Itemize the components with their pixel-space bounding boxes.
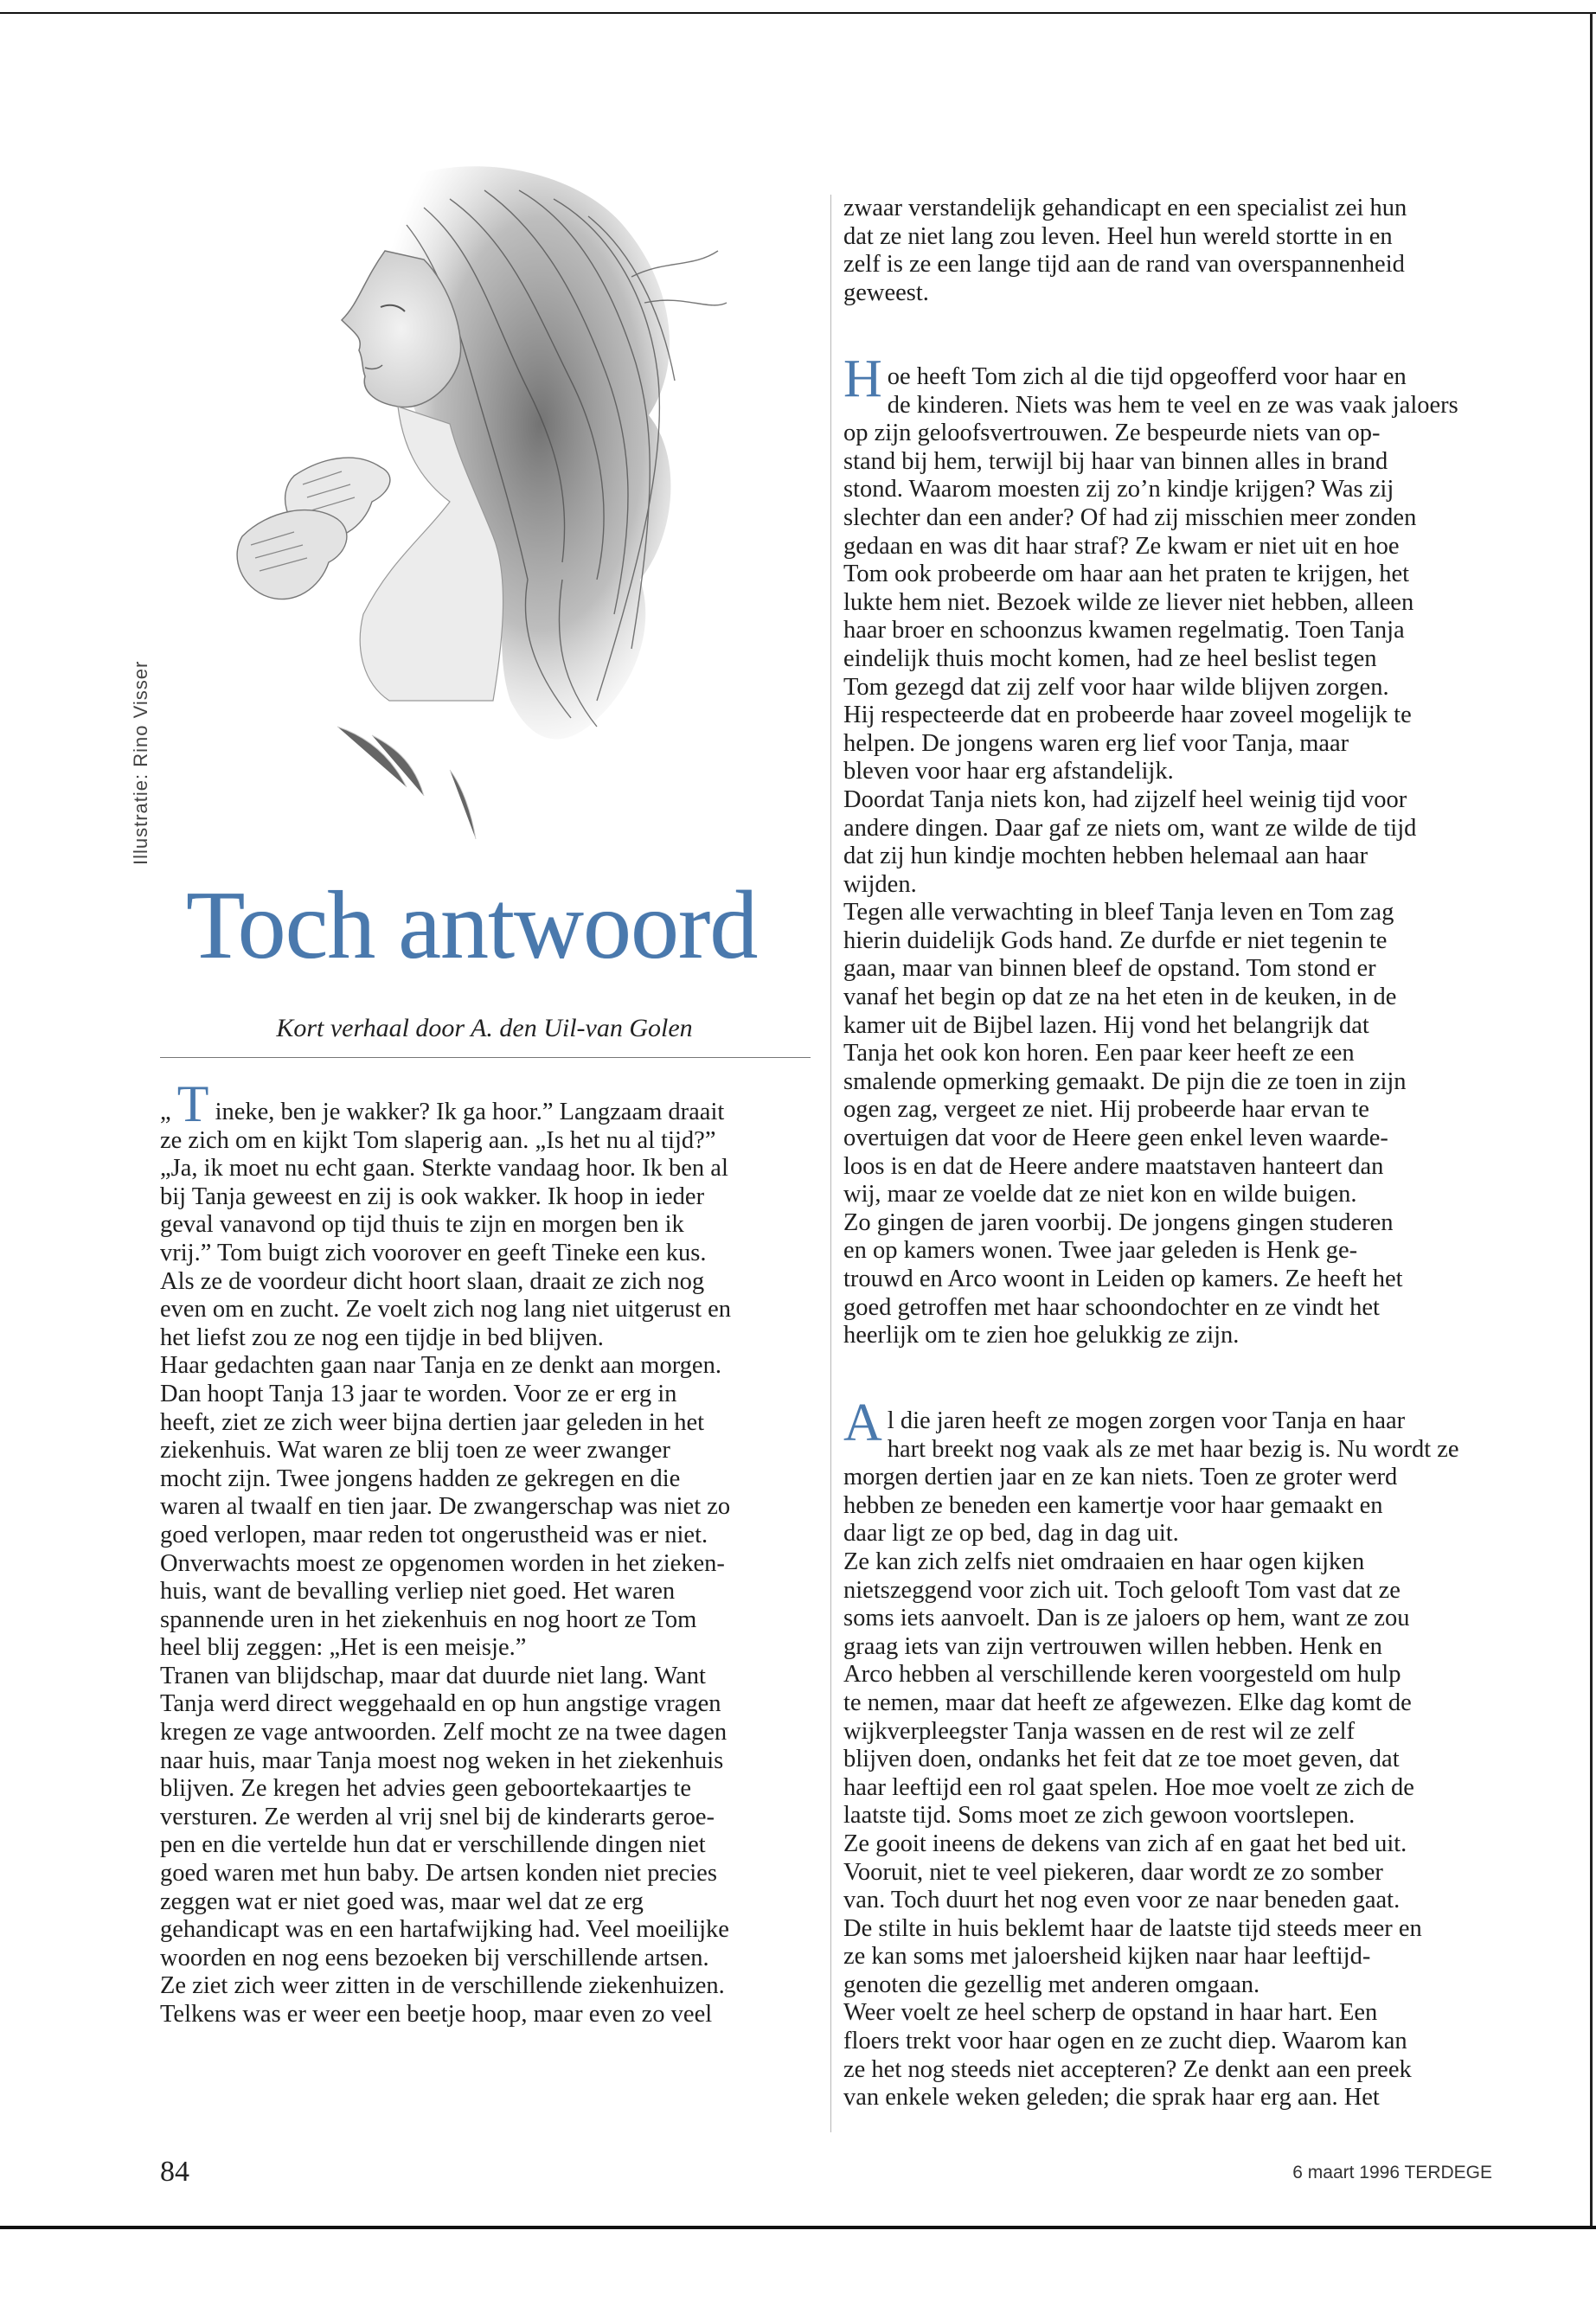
text-line: ze kan soms met jaloersheid kijken naar haar leeftijd-: [843, 1943, 1371, 1971]
text-line: vanaf het begin op dat ze na het eten in de keuken, in de: [843, 984, 1397, 1011]
text-line: geval vanavond op tijd thuis te zijn en morgen ben ik: [160, 1211, 684, 1239]
text-line: vrij.” Tom buigt zich voorover en geeft Tineke een kus.: [160, 1239, 707, 1266]
text-line: ogen zag, vergeet ze niet. Hij probeerde haar ervan te: [843, 1096, 1369, 1124]
story-section-h: [843, 349, 1479, 1350]
text-line: overtuigen dat voor de Heere geen enkel leven waarde-: [843, 1125, 1388, 1152]
text-line: de kinderen. Niets was hem te veel en ze was vaak jaloers: [887, 391, 1458, 419]
text-line: ze zich om en kijkt Tom slaperig aan. „Is het nu al tijd?”: [160, 1126, 716, 1154]
text-line: ziekenhuis. Wat waren ze blij toen ze weer zwanger: [160, 1437, 670, 1465]
text-line: gaan, maar van binnen bleef de opstand. Tom stond er: [843, 955, 1376, 983]
text-line: Tom gezegd dat zij zelf voor haar wilde blijven zorgen.: [843, 673, 1389, 701]
text-line: lukte hem niet. Bezoek wilde ze liever niet hebben, alleen: [843, 588, 1414, 616]
dropcap-a: A: [843, 1394, 882, 1452]
text-line: andere dingen. Daar gaf ze niets om, want ze wilde de tijd: [843, 814, 1417, 842]
text-line: woorden en nog eens bezoeken bij verschillende artsen.: [160, 1944, 709, 1971]
issue-footer: 6 maart 1996 TERDEGE: [1292, 2163, 1492, 2182]
text-line: het liefst zou ze nog een tijdje in bed blijven.: [160, 1324, 604, 1351]
right-border: [1590, 12, 1593, 2227]
text-line: nietszeggend voor zich uit. Toch gelooft Tom vast dat ze: [843, 1576, 1401, 1604]
dropcap-h: H: [843, 349, 882, 408]
text-line: wij, maar ze voelde dat ze niet kon en wilde buigen.: [843, 1181, 1357, 1208]
text-line: haar broer en schoonzus kwamen regelmatig. Toen Tanja: [843, 617, 1405, 644]
text-line: versturen. Ze werden al vrij snel bij de kinderarts geroe-: [160, 1803, 715, 1830]
illustration-girl-drawing: [164, 130, 822, 882]
illustration-credit: Illustratie: Rino Visser: [130, 660, 151, 865]
opening-quote: „: [160, 1099, 171, 1125]
text-line: daar ligt ze op bed, dag in dag uit.: [843, 1520, 1179, 1548]
text-line: gehandicapt was en een hartafwijking had. Veel moeilijke: [160, 1916, 729, 1944]
text-line: Tegen alle verwachting in bleef Tanja leven en Tom zag: [843, 899, 1394, 926]
text-line: Haar gedachten gaan naar Tanja en ze denkt aan morgen.: [160, 1352, 721, 1380]
text-line: oe heeft Tom zich al die tijd opgeofferd voor haar en: [887, 363, 1407, 390]
text-line: zelf is ze een lange tijd aan de rand van overspannenheid: [843, 251, 1405, 279]
dropcap-t: T: [176, 1075, 209, 1132]
text-line: te nemen, maar dat heeft ze afgewezen. Elke dag komt de: [843, 1689, 1412, 1716]
text-line: op zijn geloofsvertrouwen. Ze bespeurde niets van op-: [843, 420, 1381, 447]
text-line: hart breekt nog vaak als ze met haar bezig is. Nu wordt ze: [887, 1435, 1459, 1463]
text-line: ineke, ben je wakker? Ik ga hoor.” Langzaam draait: [215, 1099, 725, 1125]
text-line: goed getroffen met haar schoondochter en ze vindt het: [843, 1293, 1380, 1321]
text-line: Tanja werd direct weggehaald en op hun angstige vragen: [160, 1690, 721, 1718]
text-line: goed waren met hun baby. De artsen konden niet precies: [160, 1860, 717, 1888]
text-line: Vooruit, niet te veel piekeren, daar wordt ze zo somber: [843, 1858, 1383, 1886]
text-line: hierin duidelijk Gods hand. Ze durfde er niet tegenin te: [843, 926, 1388, 954]
text-line: stond. Waarom moesten zij zo’n kindje krijgen? Was zij: [843, 476, 1394, 503]
text-line: De stilte in huis beklemt haar de laatste tijd steeds meer en: [843, 1914, 1422, 1942]
text-line: Ze ziet zich weer zitten in de verschillende ziekenhuizen.: [160, 1972, 725, 2000]
text-line: pen en die vertelde hun dat er verschillende dingen niet: [160, 1831, 706, 1859]
text-line: morgen dertien jaar en ze kan niets. Toen ze groter werd: [843, 1464, 1398, 1491]
text-line: Arco hebben al verschillende keren voorgesteld om hulp: [843, 1661, 1401, 1689]
text-line: Ze kan zich zelfs niet omdraaien en haar ogen kijken: [843, 1548, 1365, 1575]
text-line: even om en zucht. Ze voelt zich nog lang niet uitgerust en: [160, 1296, 732, 1324]
text-line: heel blij zeggen: „Het is een meisje.”: [160, 1634, 527, 1662]
text-line: zwaar verstandelijk gehandicapt en een specialist zei hun: [843, 195, 1407, 221]
bottom-border: [0, 2226, 1596, 2229]
text-line: huis, want de bevalling verliep niet goed. Het waren: [160, 1578, 676, 1606]
text-line: eindelijk thuis mocht komen, had ze heel beslist tegen: [843, 644, 1377, 672]
text-line: haar leeftijd een rol gaat spelen. Hoe moe voelt ze zich de: [843, 1773, 1414, 1801]
text-line: graag iets van zijn vertrouwen willen hebben. Henk en: [843, 1632, 1382, 1660]
text-line: floers trekt voor haar ogen en ze zucht diep. Waarom kan: [843, 2028, 1407, 2055]
text-line: smalende opmerking gemaakt. De pijn die ze toen in zijn: [843, 1067, 1407, 1095]
text-line: Tom ook probeerde om haar aan het praten te krijgen, het: [843, 561, 1410, 588]
text-line: slechter dan een ander? Of had zij misschien meer zonden: [843, 503, 1417, 531]
text-line: Doordat Tanja niets kon, had zijzelf heel weinig tijd voor: [843, 785, 1407, 813]
story-section-left: [160, 1075, 817, 2029]
text-line: mocht zijn. Twee jongens hadden ze gekregen en die: [160, 1465, 681, 1492]
text-line: l die jaren heeft ze mogen zorgen voor Tanja en haar: [887, 1407, 1406, 1434]
text-line: spannende uren in het ziekenhuis en nog hoort ze Tom: [160, 1606, 697, 1633]
text-line: „Ja, ik moet nu echt gaan. Sterkte vandaag hoor. Ik ben al: [160, 1155, 728, 1183]
text-line: Zo gingen de jaren voorbij. De jongens gingen studeren: [843, 1208, 1394, 1236]
text-line: kregen ze vage antwoorden. Zelf mocht ze na twee dagen: [160, 1719, 727, 1747]
column-divider: [830, 195, 831, 2132]
text-line: van enkele weken geleden; die sprak haar erg aan. Het: [843, 2084, 1380, 2112]
text-line: heeft, ziet ze zich weer bijna dertien jaar geleden in het: [160, 1408, 705, 1436]
text-line: loos is en dat de Heere andere maatstaven hanteert dan: [843, 1152, 1384, 1180]
intro-paragraph: [843, 195, 1479, 307]
text-line: helpen. De jongens waren erg lief voor Tanja, maar: [843, 729, 1349, 757]
text-line: naar huis, maar Tanja moest nog weken in het ziekenhuis: [160, 1747, 724, 1774]
text-line: Onverwachts moest ze opgenomen worden in het zieken-: [160, 1549, 725, 1577]
text-line: blijven doen, ondanks het feit dat ze toe moet geven, dat: [843, 1746, 1400, 1773]
page-number: 84: [160, 2156, 189, 2188]
text-line: Ze gooit ineens de dekens van zich af en gaat het bed uit.: [843, 1830, 1407, 1857]
text-line: wijkverpleegster Tanja wassen en de rest wil ze zelf: [843, 1717, 1355, 1745]
text-line: van. Toch duurt het nog even voor ze naar beneden gaat.: [843, 1887, 1401, 1914]
text-line: Tanja het ook kon horen. Een paar keer heeft ze een: [843, 1040, 1355, 1067]
article-title: Toch antwoord: [186, 872, 758, 979]
text-line: wijden.: [843, 870, 917, 898]
text-line: blijven. Ze kregen het advies geen geboortekaartjes te: [160, 1775, 692, 1803]
text-line: bij Tanja geweest en zij is ook wakker. Ik hoop in ieder: [160, 1183, 705, 1210]
text-line: trouwd en Arco woont in Leiden op kamers. Ze heeft het: [843, 1266, 1403, 1292]
text-line: bleven voor haar erg afstandelijk.: [843, 758, 1174, 785]
text-line: Hij respecteerde dat en probeerde haar zoveel mogelijk te: [843, 702, 1412, 729]
top-border: [0, 12, 1596, 14]
text-line: hebben ze beneden een kamertje voor haar gemaakt en: [843, 1491, 1383, 1519]
text-line: goed verlopen, maar reden tot ongerustheid was er niet.: [160, 1521, 708, 1548]
text-line: waren al twaalf en tien jaar. De zwangerschap was niet zo: [160, 1493, 731, 1521]
first-line: [160, 1075, 817, 1132]
text-line: zeggen wat er niet goed was, maar wel dat ze erg: [160, 1888, 644, 1915]
text-line: Als ze de voordeur dicht hoort slaan, draait ze zich nog: [160, 1267, 705, 1295]
story-section-a: [843, 1394, 1479, 2112]
text-line: Telkens was er weer een beetje hoop, maar even zo veel: [160, 2001, 713, 2028]
text-line: genoten die gezellig met anderen omgaan.: [843, 1971, 1260, 1998]
text-line: gedaan en was dit haar straf? Ze kwam er niet uit en hoe: [843, 532, 1400, 560]
text-line: dat ze niet lang zou leven. Heel hun wereld stortte in en: [843, 222, 1393, 250]
text-line: heerlijk om te zien hoe gelukkig ze zijn.: [843, 1322, 1240, 1349]
text-line: stand bij hem, terwijl bij haar van binnen alles in brand: [843, 447, 1388, 475]
text-line: Dan hoopt Tanja 13 jaar te worden. Voor ze er erg in: [160, 1380, 677, 1407]
title-divider: [160, 1057, 811, 1058]
text-line: soms iets aanvoelt. Dan is ze jaloers op hem, want ze zou: [843, 1605, 1410, 1632]
text-line: kamer uit de Bijbel lazen. Hij vond het belangrijk dat: [843, 1011, 1369, 1039]
text-line: Tranen van blijdschap, maar dat duurde niet lang. Want: [160, 1662, 706, 1689]
text-line: geweest.: [843, 279, 929, 306]
text-line: Weer voelt ze heel scherp de opstand in haar hart. Een: [843, 1999, 1378, 2027]
text-line: en op kamers wonen. Twee jaar geleden is Henk ge-: [843, 1237, 1358, 1265]
text-line: ze het nog steeds niet accepteren? Ze denkt aan een preek: [843, 2055, 1412, 2083]
text-line: laatste tijd. Soms moet ze zich gewoon voortslepen.: [843, 1802, 1356, 1830]
article-byline: Kort verhaal door A. den Uil-van Golen: [276, 1014, 693, 1042]
text-line: dat zij hun kindje mochten hebben helemaal aan haar: [843, 843, 1368, 870]
